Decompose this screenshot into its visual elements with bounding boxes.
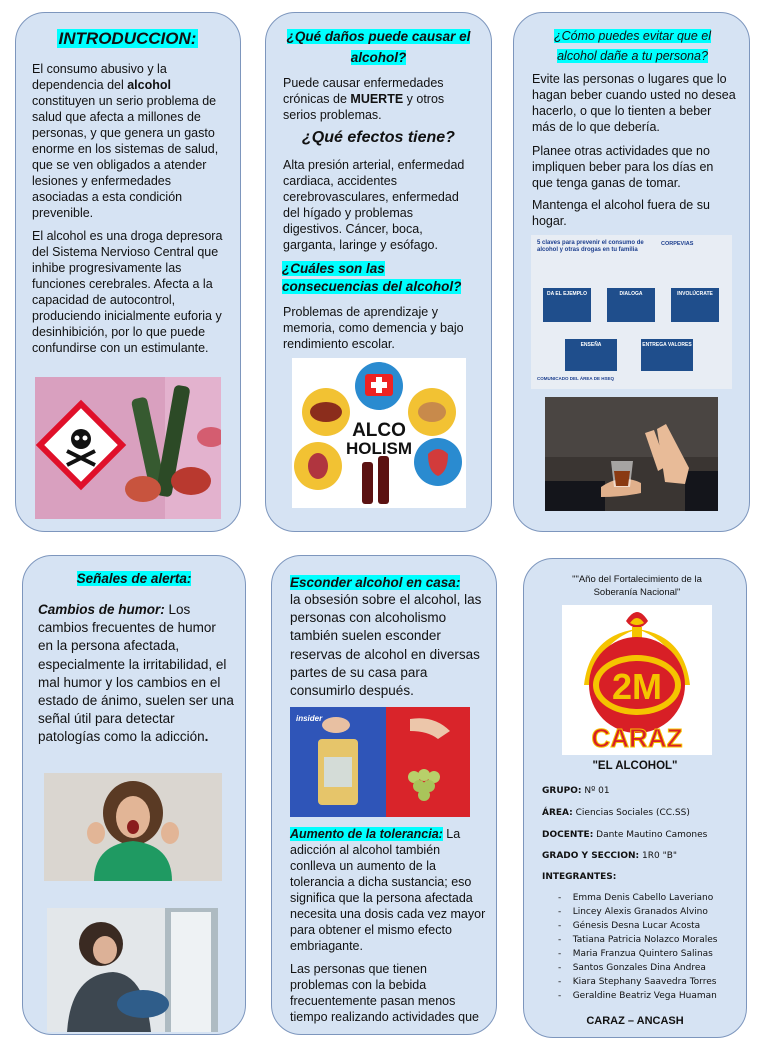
infographic-key-3: INVOLÚCRATE	[671, 288, 719, 322]
evitar-text-3: Mantenga el alcohol fuera de su hogar.	[532, 198, 710, 228]
infographic-footer: COMUNICADO DEL ÁREA DE HSEQ	[537, 376, 615, 381]
efectos-title: ¿Qué efectos tiene?	[302, 129, 455, 146]
list-item: - Geraldine Beatriz Vega Huaman	[558, 991, 717, 1001]
introduccion-title: INTRODUCCION:	[58, 29, 197, 48]
tolerancia-text: Aumento de la tolerancia: La adicción al alcohol también conlleva un aumento de la tolerancia a dicha sustancia; eso significa que la persona afectada necesita una dosis cada vez mayor para obtener el mismo efecto embriagante.	[290, 827, 486, 953]
danos-title: ¿Qué daños puede causar el alcohol?	[286, 29, 471, 65]
panel-danos	[265, 12, 492, 532]
footer-location: CARAZ – ANCASH	[586, 1015, 684, 1027]
cambios-humor-text: Cambios de humor: Los cambios frecuentes de humor en la persona afectada, especialmente la irritabilidad, el mal humor y los cambios en el estado de ánimo, suelen ser una señal útil para detectar patologías como la adicción.	[38, 602, 234, 745]
illus-text-alco: ALCO	[352, 420, 406, 441]
logo-mark: 2M	[611, 666, 663, 707]
logo-city: CARAZ	[591, 723, 683, 753]
panel-esconder	[271, 555, 497, 1035]
integrantes-label: INTEGRANTES:	[542, 872, 617, 882]
intro-paragraph-2: El alcohol es una droga depresora del Sistema Nervioso Central que inhibe progresivamente las funciones cerebrales. Afecta a la capacidad de autocontrol, produciendo inicialmente euforia y desinhibición, por lo que puede confundirse con un estimulante.	[32, 229, 223, 355]
list-item: - Emma Denis Cabello Laveriano	[558, 893, 714, 903]
members-list	[558, 891, 744, 1003]
panel-senales	[22, 555, 246, 1035]
grado-line: GRADO Y SECCION: 1R0 "B"	[542, 851, 678, 861]
evitar-text-2: Planee otras actividades que no impliquen beber para los días en que tenga ganas de tomar.	[532, 144, 714, 190]
toxic-warning-photo	[35, 377, 221, 519]
panel-evitar	[513, 12, 750, 532]
consecuencias-title: ¿Cuáles son las consecuencias del alcohol?	[282, 261, 462, 294]
actividades-text: Las personas que tienen problemas con la bebida frecuentemente pasan menos tiempo realizando actividades que	[290, 962, 480, 1024]
school-logo	[562, 605, 712, 755]
evitar-text-1: Evite las personas o lugares que lo hagan beber cuando usted no desea hacerlo, o que lo tienten a beber más de lo que debería.	[532, 72, 736, 134]
list-item: - Santos Gonzales Dina Andrea	[558, 963, 706, 973]
panel-introduccion	[15, 12, 241, 532]
hidden-alcohol-photo	[290, 707, 470, 817]
esconder-text: la obsesión sobre el alcohol, las personas con alcoholismo también suelen esconder reservas de alcohol en diversas partes de su casa para consumirlo después.	[290, 592, 482, 699]
area-line: ÁREA: Ciencias Sociales (CC.SS)	[542, 808, 690, 818]
insider-watermark: insider	[296, 714, 323, 723]
infographic-title: 5 claves para prevenir el consumo de alcohol y otras drogas en tu familia	[537, 240, 644, 253]
list-item: - Lincey Alexis Granados Alvino	[558, 907, 708, 917]
sad-girl-photo	[47, 908, 218, 1032]
list-item: - Génesis Desna Lucar Acosta	[558, 921, 701, 931]
refusing-alcohol-photo	[545, 397, 718, 511]
list-item: - Maria Franzua Quintero Salinas	[558, 949, 713, 959]
doc-title: "EL ALCOHOL"	[592, 760, 678, 772]
list-item: - Tatiana Patricia Nolazco Morales	[558, 935, 718, 945]
docente-line: DOCENTE: Dante Mautino Camones	[542, 830, 708, 840]
illus-text-holism: HOLISM	[345, 439, 413, 458]
grupo-line: GRUPO: Nº 01	[542, 786, 610, 796]
infographic-logo: CORPEVIAS	[661, 241, 694, 247]
intro-paragraph-1: El consumo abusivo y la dependencia del alcohol constituyen un serio problema de salud que afecta a millones de personas, y que genera un gasto enorme en los sistemas de salud, que se ven obligados a atender lesiones y enfermedades asociadas a esta condición prevenible.	[32, 62, 219, 220]
screaming-woman-photo	[44, 773, 222, 881]
esconder-title: Esconder alcohol en casa:	[290, 575, 461, 590]
infographic-key-1: DA EL EJEMPLO	[543, 288, 591, 322]
infographic-key-4: ENSEÑA	[565, 339, 617, 371]
infographic-key-5: ENTREGA VALORES	[641, 339, 693, 371]
prevention-infographic	[531, 235, 732, 389]
panel-portada	[523, 558, 747, 1038]
senales-title: Señales de alerta:	[76, 571, 192, 586]
evitar-title: ¿Cómo puedes evitar que el alcohol dañe a tu persona?	[553, 29, 712, 63]
consecuencias-text: Problemas de aprendizaje y memoria, como demencia y bajo rendimiento escolar.	[283, 305, 464, 351]
danos-text: Puede causar enfermedades crónicas de MUERTE y otros serios problemas.	[283, 76, 445, 122]
list-item: - Kiara Stephany Saavedra Torres	[558, 977, 717, 987]
infographic-key-2: DIALOGA	[607, 288, 655, 322]
efectos-text: Alta presión arterial, enfermedad cardiaca, accidentes cerebrovasculares, enfermedad del hígado y problemas digestivos. Cáncer, boca, garganta, laringe y esófago.	[283, 158, 465, 252]
motto-text: ""Año del Fortalecimiento de la Soberanía Nacional"	[572, 574, 702, 598]
alcoholism-illustration	[292, 358, 466, 508]
